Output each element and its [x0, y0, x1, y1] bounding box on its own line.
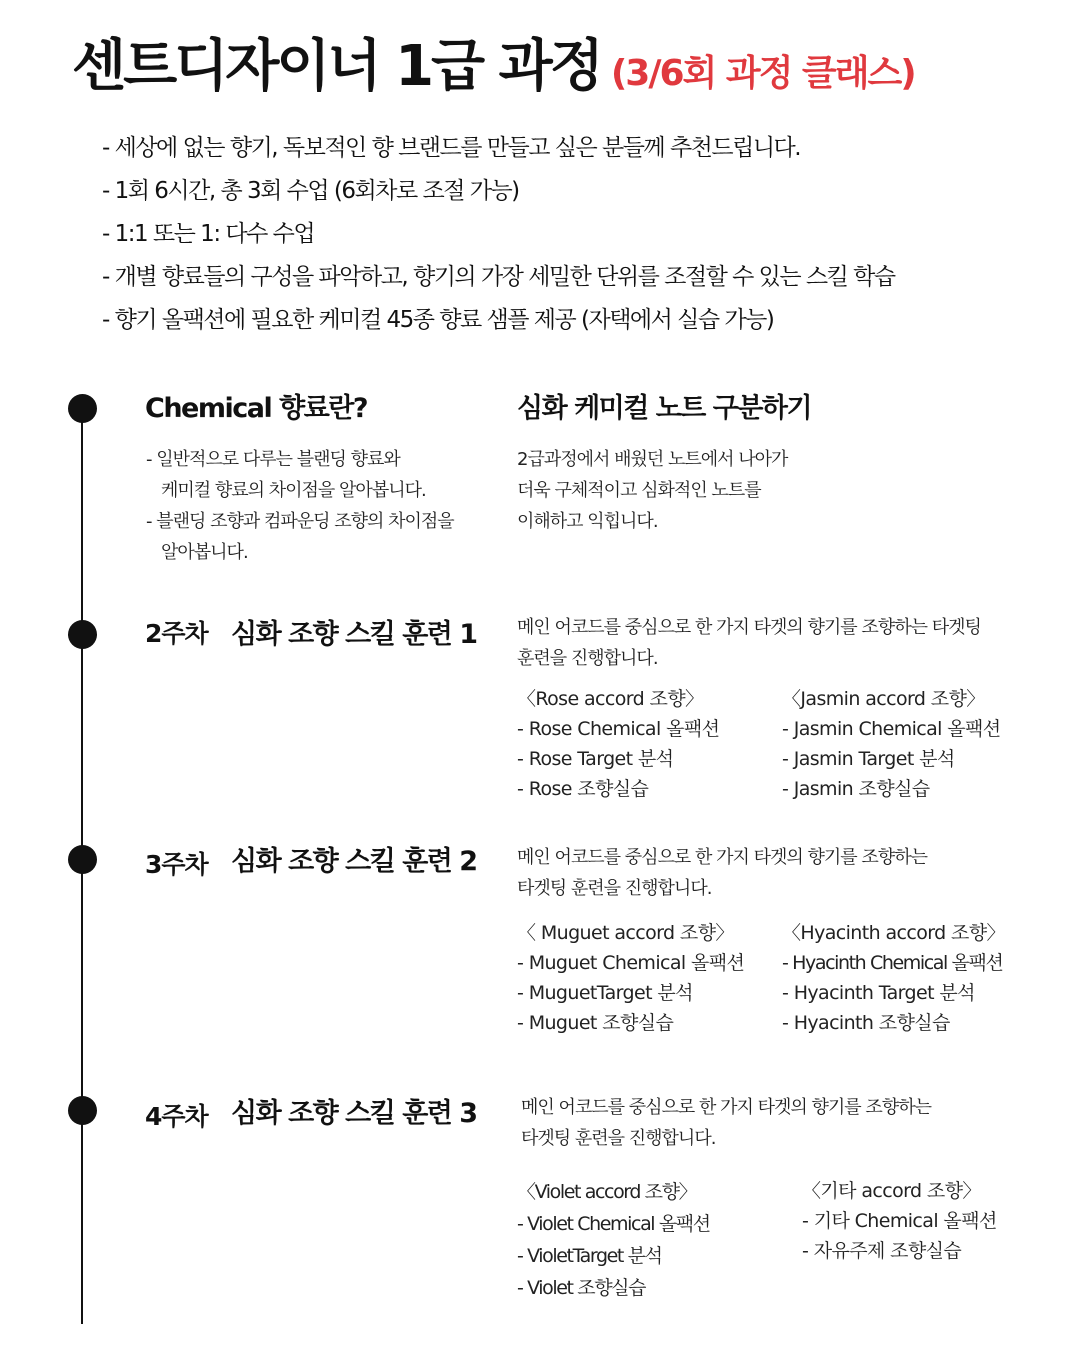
list-item: - MuguetTarget 분석 [517, 982, 693, 1004]
intro-item: - 1:1 또는 1: 다수 수업 [102, 221, 315, 247]
intro-item: - 세상에 없는 향기, 독보적인 향 브랜드를 만들고 싶은 분들께 추천드립니다. [102, 135, 801, 161]
violet-list [517, 1176, 710, 1304]
list-item: - Violet 조향실습 [517, 1277, 646, 1299]
section-notes-desc [517, 444, 787, 537]
desc-line: 메인 어코드를 중심으로 한 가지 타겟의 향기를 조향하는 [517, 847, 927, 868]
section-chemical-desc [146, 444, 454, 568]
timeline-dot [68, 1096, 97, 1125]
desc-line: - 일반적으로 다루는 블랜딩 향료와 [146, 449, 400, 470]
list-item: 〈 Muguet accord 조향〉 [517, 922, 734, 944]
list-item: - Muguet 조향실습 [517, 1012, 674, 1034]
list-item: - Hyacinth Target 분석 [782, 982, 975, 1004]
week-label: 3주차 [145, 850, 208, 879]
intro-item: - 향기 올팩션에 필요한 케미컬 45종 향료 샘플 제공 (자택에서 실습 가능) [102, 307, 774, 333]
section-notes-title: 심화 케미컬 노트 구분하기 [517, 393, 812, 424]
jasmin-list [782, 684, 1001, 804]
page-subtitle: (3/6회 과정 클래스) [610, 53, 915, 94]
muguet-list [517, 918, 744, 1038]
list-item: - Hyacinth 조향실습 [782, 1012, 950, 1034]
list-item: - Hyacinth Chemical 올팩션 [782, 952, 1003, 974]
list-item: - Rose Target 분석 [517, 748, 674, 770]
list-item: - Jasmin 조향실습 [782, 778, 930, 800]
week-title: 심화 조향 스킬 훈련 3 [231, 1098, 477, 1129]
list-item: 〈Hyacinth accord 조향〉 [782, 922, 1005, 944]
desc-line: 메인 어코드를 중심으로 한 가지 타겟의 향기를 조향하는 [521, 1097, 931, 1118]
list-item: - Rose Chemical 올팩션 [517, 718, 720, 740]
timeline-dot [68, 620, 97, 649]
list-item: 〈Violet accord 조향〉 [517, 1181, 697, 1203]
desc-line: 메인 어코드를 중심으로 한 가지 타겟의 향기를 조향하는 타겟팅 [517, 617, 981, 638]
list-item: - VioletTarget 분석 [517, 1245, 662, 1267]
week-label: 4주차 [145, 1102, 208, 1131]
list-item: - Violet Chemical 올팩션 [517, 1213, 710, 1235]
list-item: - 자유주제 조향실습 [802, 1240, 962, 1262]
desc-line: 케미컬 향료의 차이점을 알아봅니다. [161, 480, 426, 501]
desc-line: 타겟팅 훈련을 진행합니다. [521, 1128, 716, 1149]
list-item: - Rose 조향실습 [517, 778, 649, 800]
desc-line: 알아봅니다. [161, 542, 248, 563]
page-title [72, 22, 915, 102]
desc-line: - 블랜딩 조향과 컴파운딩 조향의 차이점을 [146, 511, 454, 532]
week-desc [517, 612, 981, 674]
hyacinth-list [782, 918, 1005, 1038]
timeline-dot [68, 845, 97, 874]
rose-list [517, 684, 719, 804]
page-title-text: 센트디자이너 1급 과정 [72, 34, 601, 99]
week-desc [521, 1092, 931, 1154]
week-title: 심화 조향 스킬 훈련 1 [231, 619, 477, 650]
intro-item: - 개별 향료들의 구성을 파악하고, 향기의 가장 세밀한 단위를 조절할 수 있는 스킬 학습 [102, 264, 895, 290]
list-item: 〈기타 accord 조향〉 [802, 1180, 981, 1202]
list-item: - Jasmin Chemical 올팩션 [782, 718, 1001, 740]
desc-line: 더욱 구체적이고 심화적인 노트를 [517, 480, 761, 501]
week-label: 2주차 [145, 619, 208, 648]
intro-item: - 1회 6시간, 총 3회 수업 (6회차로 조절 가능) [102, 178, 519, 204]
timeline-dot [68, 394, 97, 423]
list-item: - 기타 Chemical 올팩션 [802, 1210, 997, 1232]
list-item: - Muguet Chemical 올팩션 [517, 952, 745, 974]
intro-list [102, 128, 895, 343]
desc-line: 이해하고 익힙니다. [517, 511, 658, 532]
other-list [802, 1176, 997, 1266]
week-title: 심화 조향 스킬 훈련 2 [231, 846, 477, 877]
desc-line: 타겟팅 훈련을 진행합니다. [517, 878, 712, 899]
section-chemical-title: Chemical 향료란? [145, 393, 368, 424]
list-item: 〈Rose accord 조향〉 [517, 688, 704, 710]
list-item: 〈Jasmin accord 조향〉 [782, 688, 985, 710]
week-desc [517, 842, 927, 904]
desc-line: 훈련을 진행합니다. [517, 648, 658, 669]
desc-line: 2급과정에서 배웠던 노트에서 나아가 [517, 449, 788, 470]
list-item: - Jasmin Target 분석 [782, 748, 955, 770]
